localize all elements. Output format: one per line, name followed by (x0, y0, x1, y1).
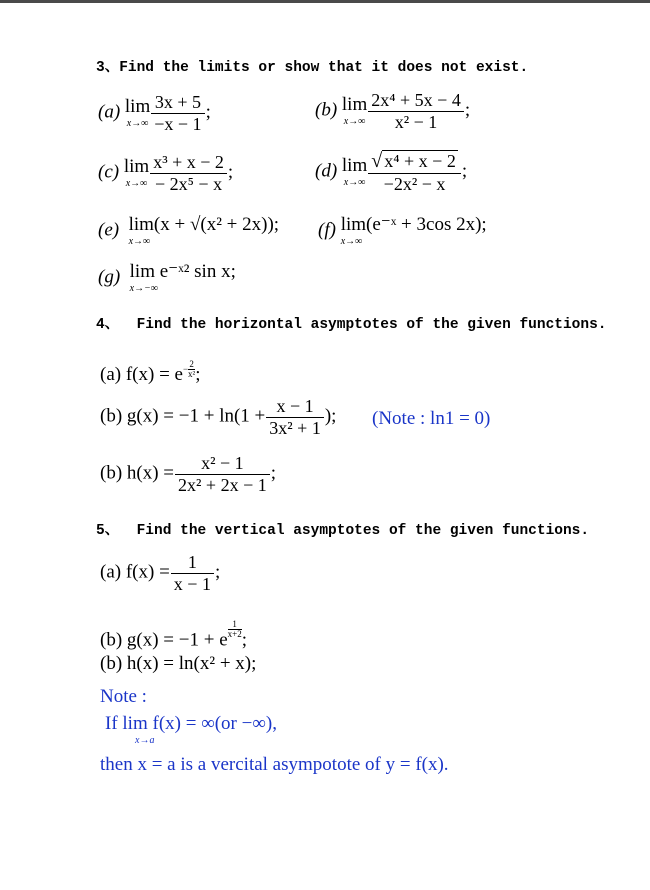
q3f-expression: (f) lim(e⁻ˣ + 3cos 2x); x→∞ (318, 214, 487, 247)
q4b-expression: (b) g(x) = −1 + ln(1 + $\frac{x - 1}{\text{3x² + 1}}$ ); (100, 396, 337, 438)
note-line-2: then x = a is a vercital asympotote of y = f(x). (100, 754, 449, 775)
q3b-expression: (b) lim x→∞ $\frac{\text{2x⁴ + 5x − 4}}{\text{x² − 1}}$ ; (315, 90, 471, 132)
q3c-expression: (c) lim x→∞ $\frac{\text{x³ + x − 2}}{\text{− 2x⁵ − x}}$ ; (98, 152, 234, 194)
q3-heading: 3、Find the limits or show that it does not exist. (96, 60, 529, 76)
q3e-expression: (e) lim(x + √(x² + 2x)); x→∞ (98, 214, 280, 247)
q4b-note: (Note : ln1 = 0) (372, 408, 491, 429)
q4a-expression: (a) f(x) = e− $\frac{2}{\text{x²}}$ ; (100, 359, 201, 386)
q4-heading: 4、 Find the horizontal asymptotes of the given functions. (96, 317, 607, 333)
top-border (0, 0, 650, 3)
q5c-expression: (b) h(x) = ln(x² + x); (100, 653, 257, 674)
note-line-1: If lim f(x) = ∞(or −∞), x→a (105, 713, 277, 746)
q3g-expression: (g) lim e⁻ˣ² sin x; x→−∞ (98, 261, 236, 294)
q4c-expression: (b) h(x) = $\frac{\text{x² − 1}}{\text{2x² + 2x − 1}}$ ; (100, 453, 277, 495)
q5b-expression: (b) g(x) = −1 + e $\frac{1}{x+2}$ ; (100, 619, 247, 651)
q5-heading: 5、 Find the vertical asymptotes of the given functions. (96, 523, 590, 539)
q3d-expression: (d) lim x→∞ $\frac{\text{√ x⁴ + x − 2}}{\text{−2x² − x}}$ ; (315, 150, 468, 194)
note-title: Note : (100, 686, 147, 707)
q5a-expression: (a) f(x) = $\frac{1}{x - 1}$ ; (100, 552, 221, 594)
q3a-expression: (a) lim x→∞ $\frac{3x + 5}{-x - 1}$ ; (98, 92, 211, 134)
